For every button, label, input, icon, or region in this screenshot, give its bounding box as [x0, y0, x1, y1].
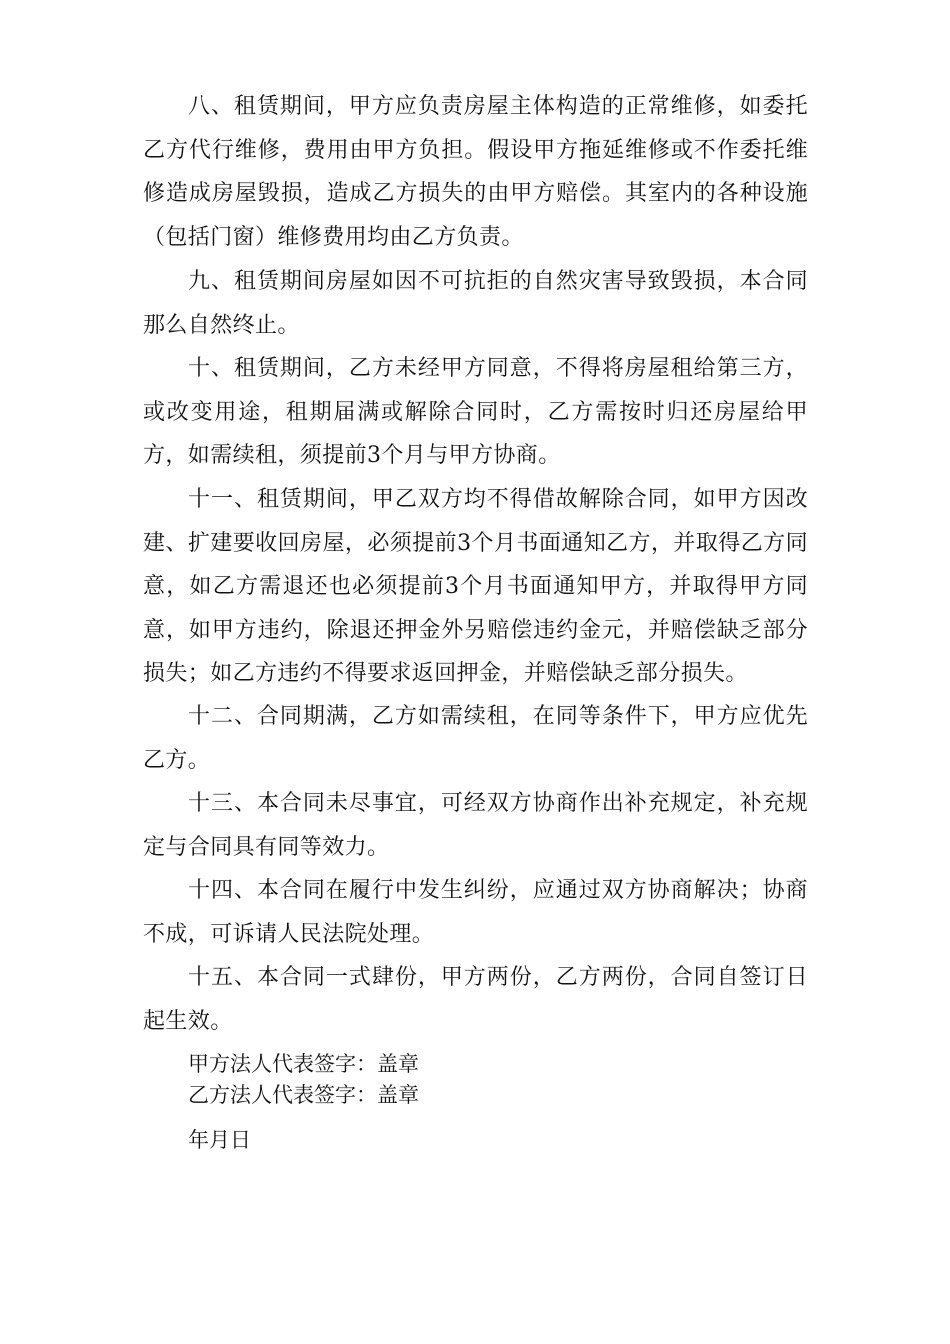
clause-8: 八、租赁期间，甲方应负责房屋主体构造的正常维修，如委托乙方代行维修，费用由甲方负担。假设甲方拖延维修或不作委托维修造成房屋毁损，造成乙方损失的由甲方赔偿。其室内的各种设施（包括门窗）维修费用均由乙方负责。 [143, 94, 808, 250]
party-b-signature-line: 乙方法人代表签字：盖章 [188, 1083, 419, 1107]
clause-13: 十三、本合同未尽事宜，可经双方协商作出补充规定，补充规定与合同具有同等效力。 [143, 791, 808, 860]
signing-date: 年月日 [188, 1128, 251, 1152]
clause-15: 十五、本合同一式肆份，甲方两份，乙方两份，合同自签订日起生效。 [143, 965, 808, 1034]
clause-12: 十二、合同期满，乙方如需续租，在同等条件下，甲方应优先乙方。 [143, 704, 808, 773]
clause-11: 十一、租赁期间，甲乙双方均不得借故解除合同，如甲方因改建、扩建要收回房屋，必须提前3个月书面通知乙方，并取得乙方同意，如乙方需退还也必须提前3个月书面通知甲方，并取得甲方同意，如甲方违约，除退还押金外另赔偿违约金元，并赔偿缺乏部分损失；如乙方违约不得要求返回押金，并赔偿缺乏部分损失。 [143, 487, 808, 686]
clause-10: 十、租赁期间，乙方未经甲方同意，不得将房屋租给第三方，或改变用途，租期届满或解除合同时，乙方需按时归还房屋给甲方，如需续租，须提前3个月与甲方协商。 [143, 356, 808, 468]
clause-14: 十四、本合同在履行中发生纠纷，应通过双方协商解决；协商不成，可诉请人民法院处理。 [143, 878, 808, 947]
clause-9: 九、租赁期间房屋如因不可抗拒的自然灾害导致毁损，本合同那么自然终止。 [143, 269, 808, 338]
party-a-signature-line: 甲方法人代表签字：盖章 [188, 1052, 419, 1076]
